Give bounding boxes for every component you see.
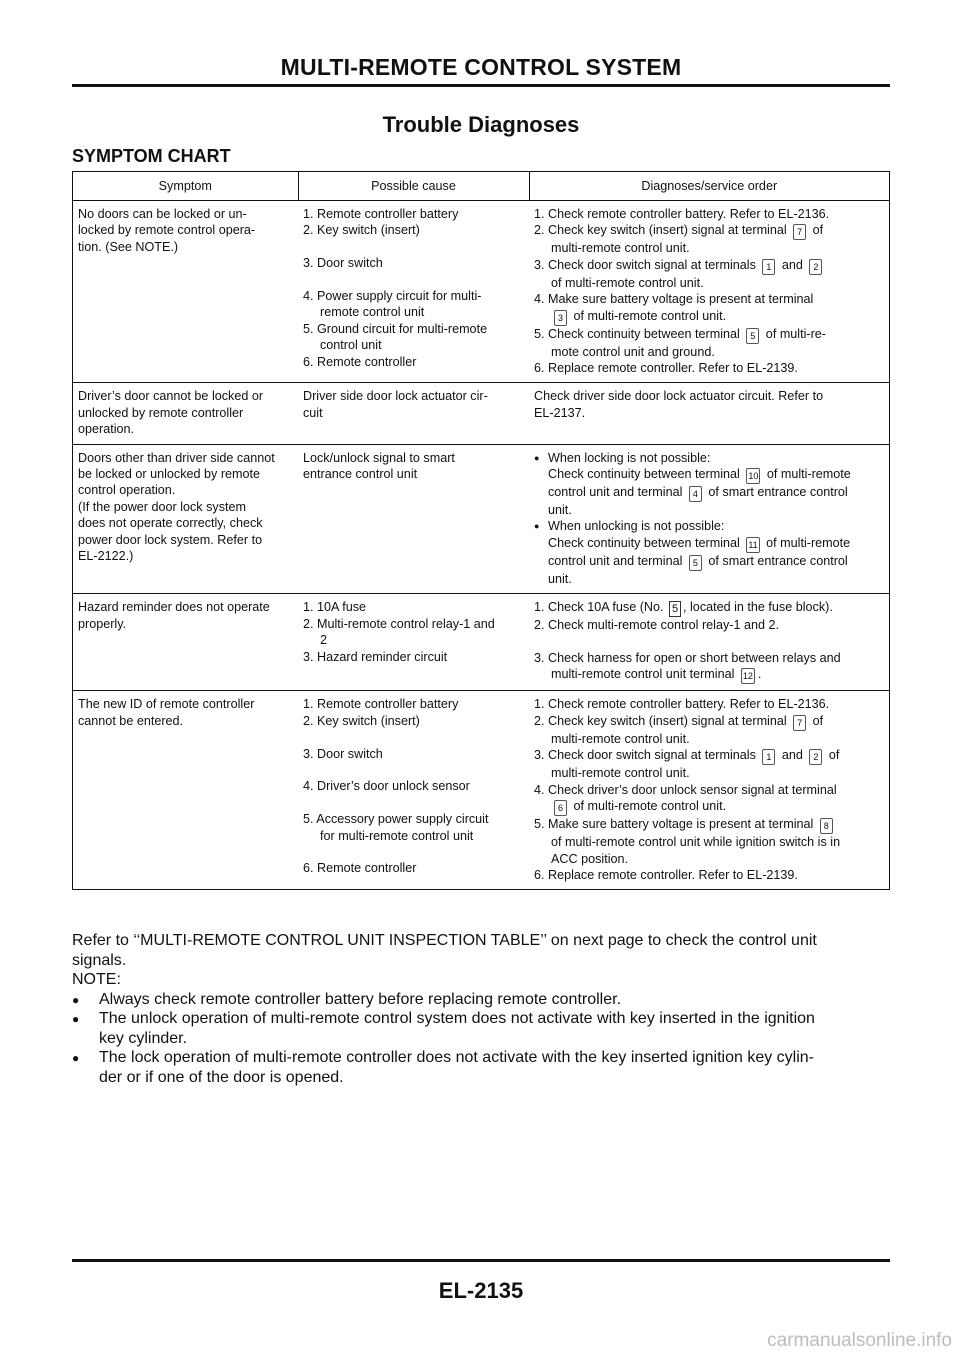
symptom-text: operation. — [78, 422, 135, 437]
notes-intro-line: Refer to ‘‘MULTI-REMOTE CONTROL UNIT INSPECTION TABLE’’ on next page to check the control unit — [72, 932, 817, 949]
cause-text: 2. Key switch (insert) — [303, 223, 420, 238]
cause-text: Driver side door lock actuator cir- — [303, 389, 488, 404]
diagnosis-text: 2. Check key switch (insert) signal at terminal 7 of — [534, 713, 885, 731]
diagnosis-text: 3 of multi-remote control unit. — [534, 308, 885, 326]
column-header-possible-cause: Possible cause — [298, 172, 529, 201]
symptom-cell — [73, 444, 299, 594]
symptom-text: control operation. — [78, 483, 176, 498]
symptom-cell — [73, 201, 299, 383]
terminal-number-badge: 3 — [554, 310, 567, 326]
watermark: carmanualsonline.info — [767, 1330, 952, 1351]
terminal-number-badge: 2 — [809, 259, 822, 275]
diagnosis-text: 6. Replace remote controller. Refer to EL-2139. — [534, 361, 798, 376]
diagnosis-text: 2. Check key switch (insert) signal at terminal 7 of — [534, 222, 885, 240]
diagnosis-text: control unit and terminal 5 of smart entrance control — [534, 553, 885, 571]
diagnosis-text: ACC position. — [551, 851, 628, 866]
cause-text: 3. Hazard reminder circuit — [303, 649, 448, 664]
symptom-chart-table — [72, 171, 890, 890]
cause-cell — [298, 201, 529, 383]
cause-text: entrance control unit — [303, 467, 418, 482]
diagnosis-text: Check continuity between terminal 11 of multi-remote — [534, 535, 885, 553]
note-label: NOTE: — [72, 971, 121, 988]
symptom-text: power door lock system. Refer to — [78, 532, 263, 547]
terminal-number-badge: 7 — [793, 715, 806, 731]
column-header-diagnoses: Diagnoses/service order — [529, 172, 890, 201]
diagnosis-text: 3. Check harness for open or short between relays and — [534, 651, 841, 666]
diagnosis-text: 1. Check remote controller battery. Refer to EL-2136. — [534, 697, 830, 712]
note-bullet — [72, 990, 890, 1010]
cause-text: 6. Remote controller — [303, 354, 417, 369]
diagnosis-text: 4. Check driver’s door unlock sensor signal at terminal — [534, 782, 837, 797]
cause-text: 1. Remote controller battery — [303, 207, 459, 221]
header-rule — [72, 84, 890, 87]
cause-text: cuit — [303, 405, 323, 420]
diagnosis-text: Check driver side door lock actuator circuit. Refer to — [534, 389, 824, 404]
cause-text: 2. Multi-remote control relay-1 and — [303, 616, 495, 631]
diagnosis-text: 5. Make sure battery voltage is present at terminal 8 — [534, 816, 885, 834]
symptom-text: unlocked by remote controller — [78, 405, 244, 420]
symptom-text: The new ID of remote controller — [78, 697, 255, 712]
terminal-number-badge: 1 — [762, 259, 775, 275]
spacer — [303, 729, 525, 745]
terminal-number-badge: 5 — [689, 555, 702, 571]
cause-text: 3. Door switch — [303, 256, 383, 271]
table-row — [73, 594, 890, 691]
diagnosis-text: EL-2137. — [534, 405, 586, 420]
cause-text: control unit — [320, 338, 382, 353]
cause-text: 2. Key switch (insert) — [303, 713, 420, 728]
section-title: SYMPTOM CHART — [72, 146, 231, 166]
note-text: ● Always check remote controller battery before replacing remote controller. — [99, 990, 622, 1008]
note-bullet — [72, 1048, 890, 1087]
notes-block — [72, 931, 890, 1087]
cause-cell — [298, 691, 529, 890]
terminal-number-badge: 11 — [746, 537, 759, 553]
table-body — [73, 201, 890, 890]
notes-intro-line: signals. — [72, 951, 127, 969]
symptom-text: Hazard reminder does not operate — [78, 600, 270, 615]
cause-text: 3. Door switch — [303, 746, 383, 761]
spacer — [303, 239, 525, 255]
terminal-number-badge: 10 — [746, 468, 760, 484]
symptom-text: Driver’s door cannot be locked or — [78, 389, 264, 404]
diagnosis-text: mote control unit and ground. — [551, 344, 715, 359]
symptom-text: be locked or unlocked by remote — [78, 467, 261, 482]
spacer — [303, 795, 525, 811]
spacer — [303, 844, 525, 860]
symptom-text: cannot be entered. — [78, 713, 184, 728]
column-header-symptom: Symptom — [73, 172, 299, 201]
symptom-cell — [73, 594, 299, 691]
diagnosis-text: unit. — [548, 571, 572, 586]
cause-text: remote control unit — [320, 305, 425, 320]
terminal-number-badge: 12 — [741, 668, 755, 684]
terminal-number-badge: 5 — [746, 328, 759, 344]
cause-text: 1. Remote controller battery — [303, 697, 459, 712]
cause-text: 4. Power supply circuit for multi- — [303, 289, 482, 303]
page-header-title: MULTI-REMOTE CONTROL SYSTEM — [280, 54, 682, 80]
symptom-text: does not operate correctly, check — [78, 516, 263, 531]
diagnosis-text: of multi-remote control unit while ignition switch is in — [551, 835, 841, 850]
table-row — [73, 691, 890, 890]
table-row — [73, 444, 890, 594]
cause-text: 5. Ground circuit for multi-remote — [303, 321, 488, 336]
diagnosis-text: 4. Make sure battery voltage is present at terminal — [534, 292, 814, 307]
diagnosis-text: multi-remote control unit. — [551, 731, 690, 746]
page-number: EL-2135 — [438, 1278, 524, 1303]
diagnosis-cell — [529, 383, 890, 444]
diagnosis-cell — [529, 444, 890, 594]
cause-text: 6. Remote controller — [303, 861, 417, 876]
terminal-number-badge: 2 — [809, 749, 822, 765]
diagnosis-text: Check continuity between terminal 10 of multi-remote — [534, 466, 885, 484]
diagnosis-text: 1. Check remote controller battery. Refer to EL-2136. — [534, 207, 830, 221]
cause-text: 4. Driver’s door unlock sensor — [303, 779, 470, 794]
diagnosis-text: of multi-remote control unit. — [551, 275, 704, 290]
diagnosis-text: 5. Check continuity between terminal 5 of multi-re- — [534, 326, 885, 344]
cause-cell — [298, 383, 529, 444]
symptom-text: Doors other than driver side cannot — [78, 450, 275, 465]
cause-text: for multi-remote control unit — [320, 828, 474, 843]
cause-text: 5. Accessory power supply circuit — [303, 812, 489, 827]
diagnosis-text: 6. Replace remote controller. Refer to EL-2139. — [534, 867, 798, 882]
note-bullet — [72, 1009, 890, 1048]
symptom-text: properly. — [78, 616, 127, 631]
diagnosis-text: 3. Check door switch signal at terminals 1 and 2 of — [534, 747, 885, 765]
footer-rule — [72, 1259, 890, 1262]
spacer — [534, 634, 885, 650]
symptom-text: tion. (See NOTE.) — [78, 239, 179, 254]
table-row — [73, 383, 890, 444]
symptom-text: locked by remote control opera- — [78, 223, 256, 238]
diagnosis-cell — [529, 594, 890, 691]
diagnosis-text: multi-remote control unit. — [551, 241, 690, 256]
diagnosis-cell — [529, 201, 890, 383]
cause-text: 2 — [320, 633, 328, 648]
diagnosis-text: 1. Check 10A fuse (No. 5 , located in the fuse block). — [534, 600, 833, 616]
diagnosis-text: 3. Check door switch signal at terminals 1 and 2 — [534, 257, 885, 275]
symptom-text: EL-2122.) — [78, 549, 134, 564]
symptom-text: No doors can be locked or un- — [78, 207, 247, 221]
diagnosis-text: unit. — [548, 503, 572, 518]
table-row — [73, 201, 890, 383]
cause-text: Lock/unlock signal to smart — [303, 450, 455, 465]
fuse-number-box: 5 — [669, 601, 681, 617]
symptom-cell — [73, 383, 299, 444]
diagnosis-text: 6 of multi-remote control unit. — [534, 798, 885, 816]
cause-cell — [298, 594, 529, 691]
cause-cell — [298, 444, 529, 594]
diagnosis-bullet: ● When unlocking is not possible: — [534, 518, 885, 534]
diagnosis-text: 2. Check multi-remote control relay-1 and 2. — [534, 618, 779, 633]
terminal-number-badge: 1 — [762, 749, 775, 765]
spacer — [303, 762, 525, 778]
note-text: der or if one of the door is opened. — [99, 1068, 344, 1086]
diagnosis-bullet: ● When locking is not possible: — [534, 450, 885, 466]
note-text: key cylinder. — [99, 1029, 188, 1047]
terminal-number-badge: 7 — [793, 224, 806, 240]
diagnosis-text: multi-remote control unit. — [551, 766, 690, 781]
terminal-number-badge: 4 — [689, 486, 702, 502]
note-text: ● The unlock operation of multi-remote control system does not activate with key inserted in the ignition — [99, 1010, 815, 1027]
page-title: Trouble Diagnoses — [382, 112, 580, 137]
spacer — [303, 272, 525, 288]
terminal-number-badge: 6 — [554, 800, 567, 816]
symptom-text: (If the power door lock system — [78, 499, 246, 514]
table-header-row — [73, 172, 890, 201]
symptom-cell — [73, 691, 299, 890]
note-text: ● The lock operation of multi-remote controller does not activate with the key inserted ignition key cylin- — [99, 1049, 815, 1066]
diagnosis-text: multi-remote control unit terminal 12 . — [534, 666, 885, 684]
diagnosis-cell — [529, 691, 890, 890]
terminal-number-badge: 8 — [820, 818, 833, 834]
diagnosis-text: control unit and terminal 4 of smart entrance control — [534, 484, 885, 502]
cause-text: 1. 10A fuse — [303, 600, 367, 615]
